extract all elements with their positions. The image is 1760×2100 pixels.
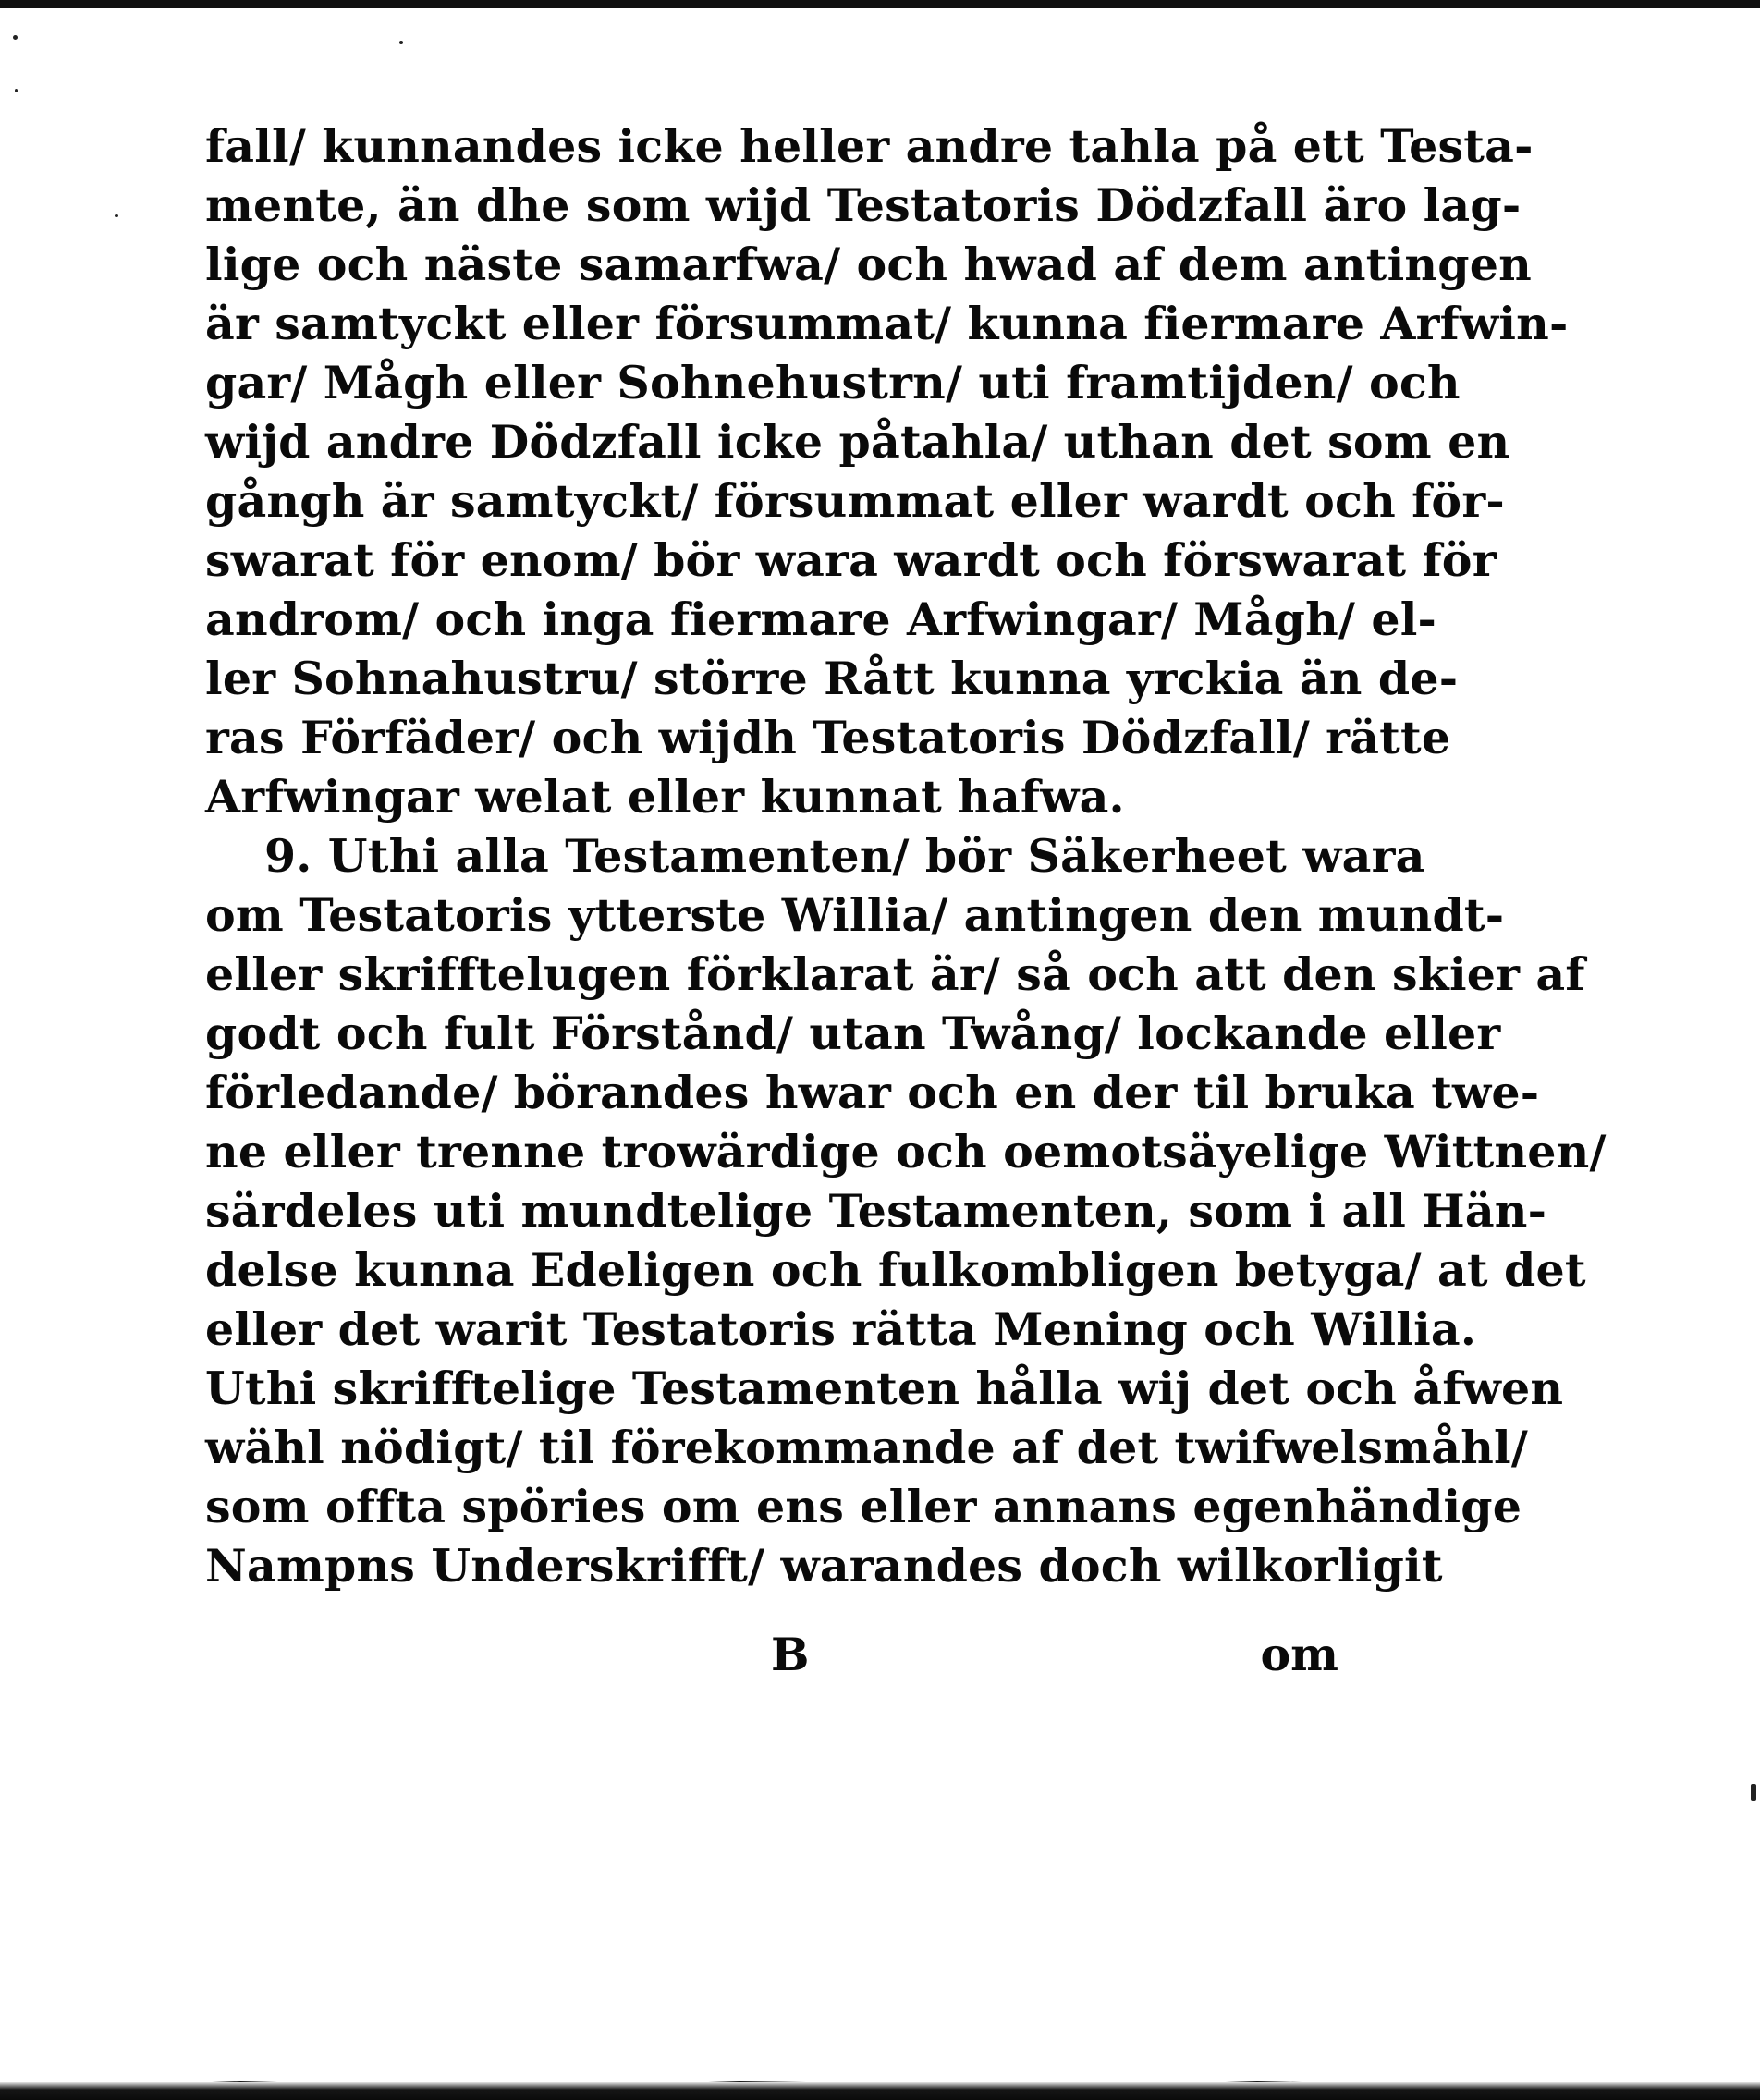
text-line: särdeles uti mundtelige Testamenten, som i all Hän- — [205, 1184, 1547, 1238]
signature-mark: B — [771, 1628, 810, 1681]
text-line: Arfwingar welat eller kunnat hafwa. — [205, 770, 1125, 824]
text-line: ras Förfäder/ och wijdh Testatoris Dödzfall/ rätte — [205, 711, 1451, 764]
scan-top-edge — [0, 0, 1760, 8]
text-line: är samtyckt eller försummat/ kunna fiermare Arfwin- — [205, 297, 1569, 350]
text-line: delse kunna Edeligen och fulkombligen betyga/ at det — [205, 1243, 1586, 1297]
text-line: ler Sohnahustru/ större Rått kunna yrckia än de- — [205, 652, 1459, 705]
text-line: som offta spöries om ens eller annans egenhändige — [205, 1480, 1522, 1533]
text-line: Nampns Underskrifft/ warandes doch wilkorligit — [205, 1539, 1443, 1593]
text-line: fall/ kunnandes icke heller andre tahla på ett Testa- — [205, 119, 1534, 173]
text-line: wähl nödigt/ til förekommande af det twifwelsmåhl/ — [205, 1421, 1528, 1474]
text-line: om Testatoris ytterste Willia/ antingen den mundt- — [205, 888, 1505, 942]
catchword: om — [1260, 1628, 1338, 1681]
paragraph-start-line: 9. Uthi alla Testamenten/ bör Säkerheet wara — [264, 829, 1425, 883]
scan-speck — [13, 35, 18, 40]
body-text — [205, 116, 1607, 1595]
text-line: godt och fult Förstånd/ utan Twång/ lockande eller — [205, 1007, 1501, 1060]
text-line: androm/ och inga fiermare Arfwingar/ Mågh/ el- — [205, 592, 1437, 646]
scan-bottom-edge — [0, 2082, 1760, 2100]
scan-speck — [15, 89, 18, 92]
text-line: ne eller trenne trowärdige och oemotsäyelige Wittnen/ — [205, 1125, 1607, 1178]
text-line: swarat för enom/ bör wara wardt och förswarat för — [205, 533, 1497, 587]
text-line: wijd andre Dödzfall icke påtahla/ uthan det som en — [205, 415, 1510, 469]
text-line: gångh är samtyckt/ försummat eller wardt och för- — [205, 474, 1505, 528]
scan-speck — [115, 214, 118, 217]
text-line: gar/ Mågh eller Sohnehustrn/ uti framtijden/ och — [205, 356, 1461, 409]
text-line: lige och näste samarfwa/ och hwad af dem antingen — [205, 238, 1532, 291]
text-line: eller skrifftelugen förklarat är/ så och att den skier af — [205, 947, 1585, 1001]
page-footer-line — [205, 1625, 1351, 1684]
text-line: Uthi skrifftelige Testamenten hålla wij det och åfwen — [205, 1361, 1564, 1415]
text-line: mente, än dhe som wijd Testatoris Dödzfall äro lag- — [205, 178, 1522, 232]
scan-speck — [399, 41, 403, 44]
text-line: eller det warit Testatoris rätta Mening och Willia. — [205, 1302, 1477, 1356]
scan-speck — [1751, 1784, 1756, 1801]
text-line: förledande/ börandes hwar och en der til bruka twe- — [205, 1066, 1540, 1119]
